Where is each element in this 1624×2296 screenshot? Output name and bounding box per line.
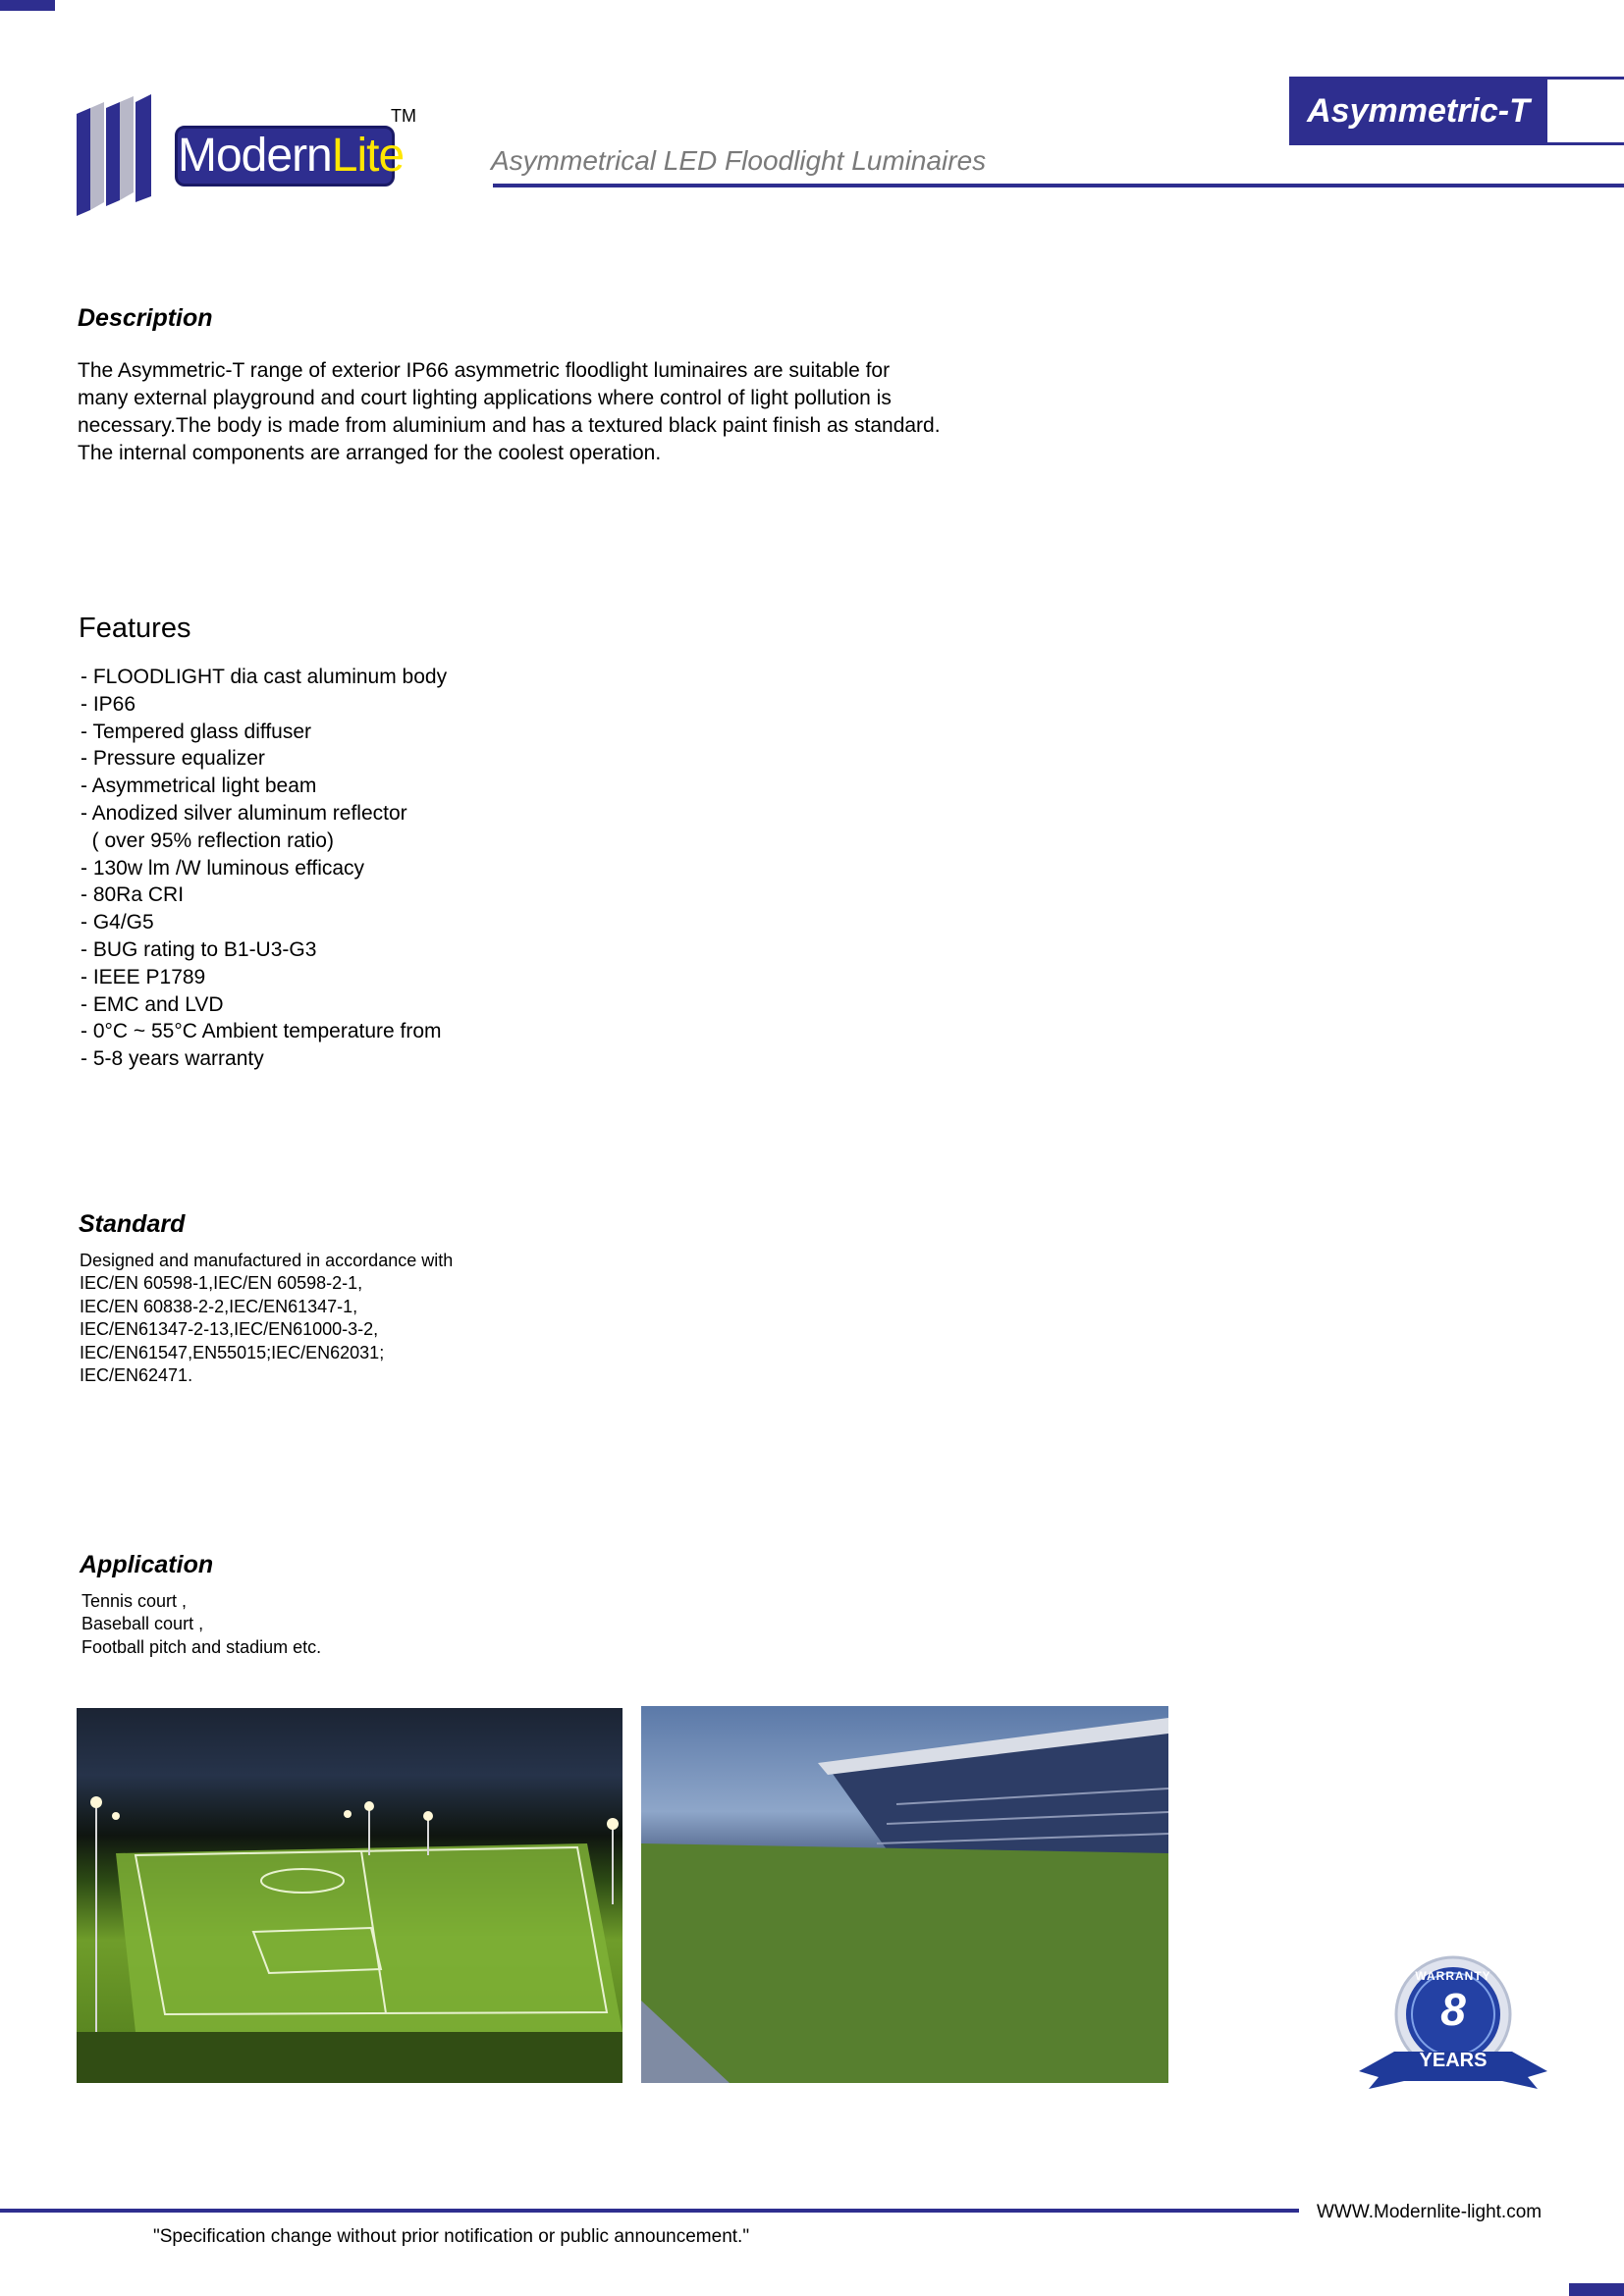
application-line: Baseball court ,	[81, 1614, 204, 1634]
logo-mark-icon	[77, 94, 175, 216]
standard-body	[80, 1250, 453, 1387]
feature-item: - Tempered glass diffuser	[81, 720, 312, 743]
modernlite-logo	[77, 94, 420, 216]
application-line: Football pitch and stadium etc.	[81, 1636, 322, 1657]
feature-item: - 80Ra CRI	[81, 883, 185, 907]
warranty-badge-number: 8	[1440, 1984, 1466, 2035]
warranty-badge-bottom-text: YEARS	[1419, 2050, 1488, 2071]
logo-word-lite: Lite	[331, 130, 405, 182]
standard-line: IEC/EN61547,EN55015;IEC/EN62031;	[80, 1342, 385, 1362]
standard-line: Designed and manufactured in accordance with	[80, 1251, 454, 1270]
feature-item: - G4/G5	[81, 911, 154, 934]
corner-accent-bottom-right	[1569, 2283, 1624, 2296]
logo-word-modern: Modern	[178, 130, 332, 182]
description-line: many external playground and court lighting applications where control of light pollution is	[78, 387, 892, 409]
application-body	[81, 1590, 321, 1659]
standard-line: IEC/EN 60598-1,IEC/EN 60598-2-1,	[80, 1273, 363, 1294]
feature-item: - BUG rating to B1-U3-G3	[81, 937, 317, 961]
feature-item: - 5-8 years warranty	[81, 1047, 264, 1071]
standard-heading: Standard	[79, 1210, 186, 1238]
standard-line: IEC/EN62471.	[80, 1365, 193, 1386]
warranty-badge-top-text: WARRANTY	[1415, 1969, 1491, 1983]
feature-item: - Pressure equalizer	[81, 747, 265, 771]
application-heading: Application	[80, 1551, 214, 1578]
tab-frame-line-top	[1547, 77, 1624, 80]
product-name-tab: Asymmetric-T	[1289, 77, 1547, 145]
feature-item: - IEEE P1789	[81, 965, 206, 988]
application-line: Tennis court ,	[81, 1591, 188, 1611]
feature-item: ( over 95% reflection ratio)	[81, 828, 334, 852]
trademark-symbol: TM	[391, 106, 416, 126]
feature-item: - EMC and LVD	[81, 992, 224, 1016]
stadium-illustration	[641, 1706, 1168, 2083]
header-subtitle: Asymmetrical LED Floodlight Luminaires	[491, 145, 987, 176]
description-line: necessary.The body is made from aluminium and has a textured black paint finish as standard.	[78, 414, 941, 437]
standard-line: IEC/EN61347-2-13,IEC/EN61000-3-2,	[80, 1319, 379, 1340]
feature-item: - 130w lm /W luminous efficacy	[81, 856, 365, 880]
footer-rule	[0, 2209, 1299, 2213]
standard-line: IEC/EN 60838-2-2,IEC/EN61347-1,	[80, 1296, 358, 1316]
stadium-photo	[641, 1706, 1168, 2083]
footer-website-link[interactable]: WWW.Modernlite-light.com	[1317, 2202, 1543, 2222]
description-line: The internal components are arranged for the coolest operation.	[78, 442, 662, 464]
warranty-badge	[1355, 1953, 1551, 2091]
feature-item: - IP66	[81, 692, 136, 716]
description-line: The Asymmetric-T range of exterior IP66 asymmetric floodlight luminaires are suitable for	[78, 359, 891, 382]
soccer-field-night-photo	[77, 1708, 623, 2083]
logo-wordmark	[175, 126, 405, 187]
features-list	[81, 664, 447, 1073]
footer-disclaimer: "Specification change without prior notification or public announcement."	[153, 2226, 750, 2247]
description-body	[78, 357, 1020, 467]
feature-item: - Asymmetrical light beam	[81, 774, 317, 798]
corner-accent-top-left	[0, 0, 55, 11]
soccer-field-illustration	[77, 1708, 623, 2083]
feature-item: - FLOODLIGHT dia cast aluminum body	[81, 666, 448, 688]
description-heading: Description	[78, 304, 213, 332]
header-rule	[493, 184, 1624, 187]
features-heading: Features	[79, 613, 191, 644]
feature-item: - 0°C ~ 55°C Ambient temperature from	[81, 1020, 442, 1043]
tab-frame-line-bottom	[1547, 142, 1624, 145]
feature-item: - Anodized silver aluminum reflector	[81, 801, 407, 825]
